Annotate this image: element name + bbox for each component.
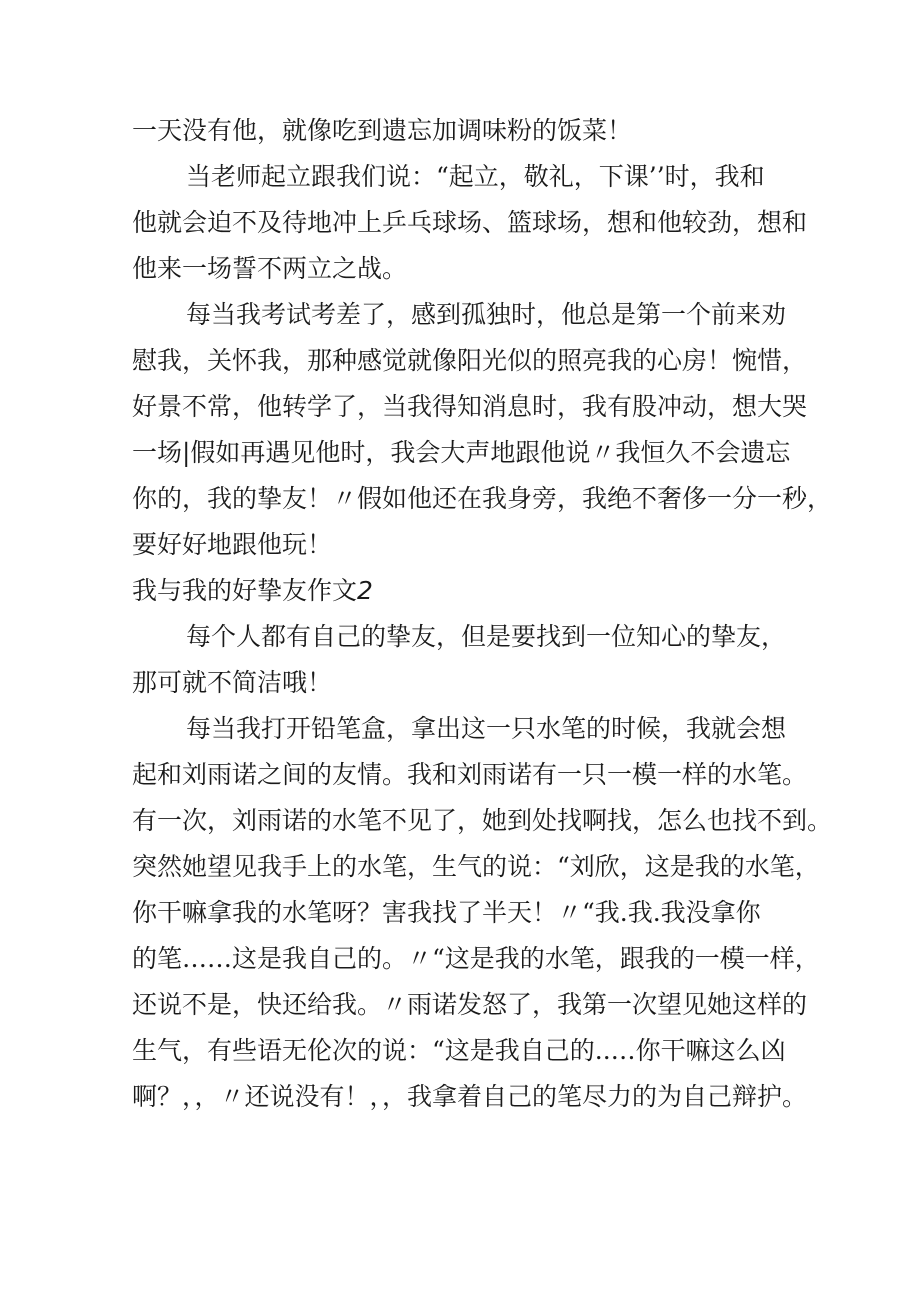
section-heading (132, 568, 797, 614)
text-line: 有一次，刘雨诺的水笔不见了，她到处找啊找，怎么也找不到。 (132, 806, 833, 835)
text-line: 你干嘛拿我的水笔呀？害我找了半天！〃“我.我.我没拿你 (132, 898, 761, 927)
text-line: 起和刘雨诺之间的友情。我和刘雨诺有一只一模一样的水笔。 (132, 760, 808, 789)
text-line: 每个人都有自己的挚友，但是要找到一位知心的挚友， (186, 622, 787, 651)
section-heading-text: 我与我的好挚友作文 (132, 576, 358, 605)
text-line: 要好好地跟他玩！ (132, 530, 333, 559)
text-line: 每当我打开铅笔盒，拿出这一只水笔的时候，我就会想 (186, 714, 787, 743)
text-line: 他来一场誓不两立之战。 (132, 254, 408, 283)
text-line: 突然她望见我手上的水笔，生气的说：“刘欣，这是我的水笔， (132, 852, 820, 881)
paragraph (132, 108, 797, 154)
text-line: 还说不是，快还给我。〃雨诺发怒了，我第一次望见她这样的 (132, 990, 808, 1019)
text-line: 啊？，，〃还说没有！，，我拿着自己的笔尽力的为自己辩护。 (132, 1082, 808, 1111)
paragraph (132, 154, 808, 292)
text-line: 好景不常，他转学了，当我得知消息时，我有股冲动，想大哭 (132, 392, 808, 421)
text-line: 你的，我的挚友！〃假如他还在我身旁，我绝不奢侈一分一秒， (132, 484, 833, 513)
section-heading-number: 2 (357, 576, 373, 605)
text-line: 当老师起立跟我们说：“起立，敬礼，下课’’时，我和 (186, 162, 765, 191)
text-line: 每当我考试考差了，感到孤独时，他总是第一个前来劝 (186, 300, 787, 329)
text-line: 慰我，关怀我，那种感觉就像阳光似的照亮我的心房！惋惜， (132, 346, 808, 375)
text-line: 的笔……这是我自己的。〃“这是我的水笔，跟我的一模一样， (132, 944, 820, 973)
text-line: 那可就不简洁哦！ (132, 668, 333, 697)
document-body (132, 108, 833, 1120)
text-line: 生气，有些语无伦次的说：“这是我自己的..…你干嘛这么凶 (132, 1036, 786, 1065)
paragraph (132, 614, 797, 706)
paragraph (132, 706, 833, 1120)
text-line: 他就会迫不及待地冲上乒乓球场、篮球场，想和他较劲，想和 (132, 208, 808, 237)
paragraph (132, 292, 833, 568)
text-line: 一天没有他，就像吃到遗忘加调味粉的饭菜！ (132, 116, 633, 145)
text-line: 一场|假如再遇见他时，我会大声地跟他说〃我恒久不会遗忘 (132, 438, 791, 467)
